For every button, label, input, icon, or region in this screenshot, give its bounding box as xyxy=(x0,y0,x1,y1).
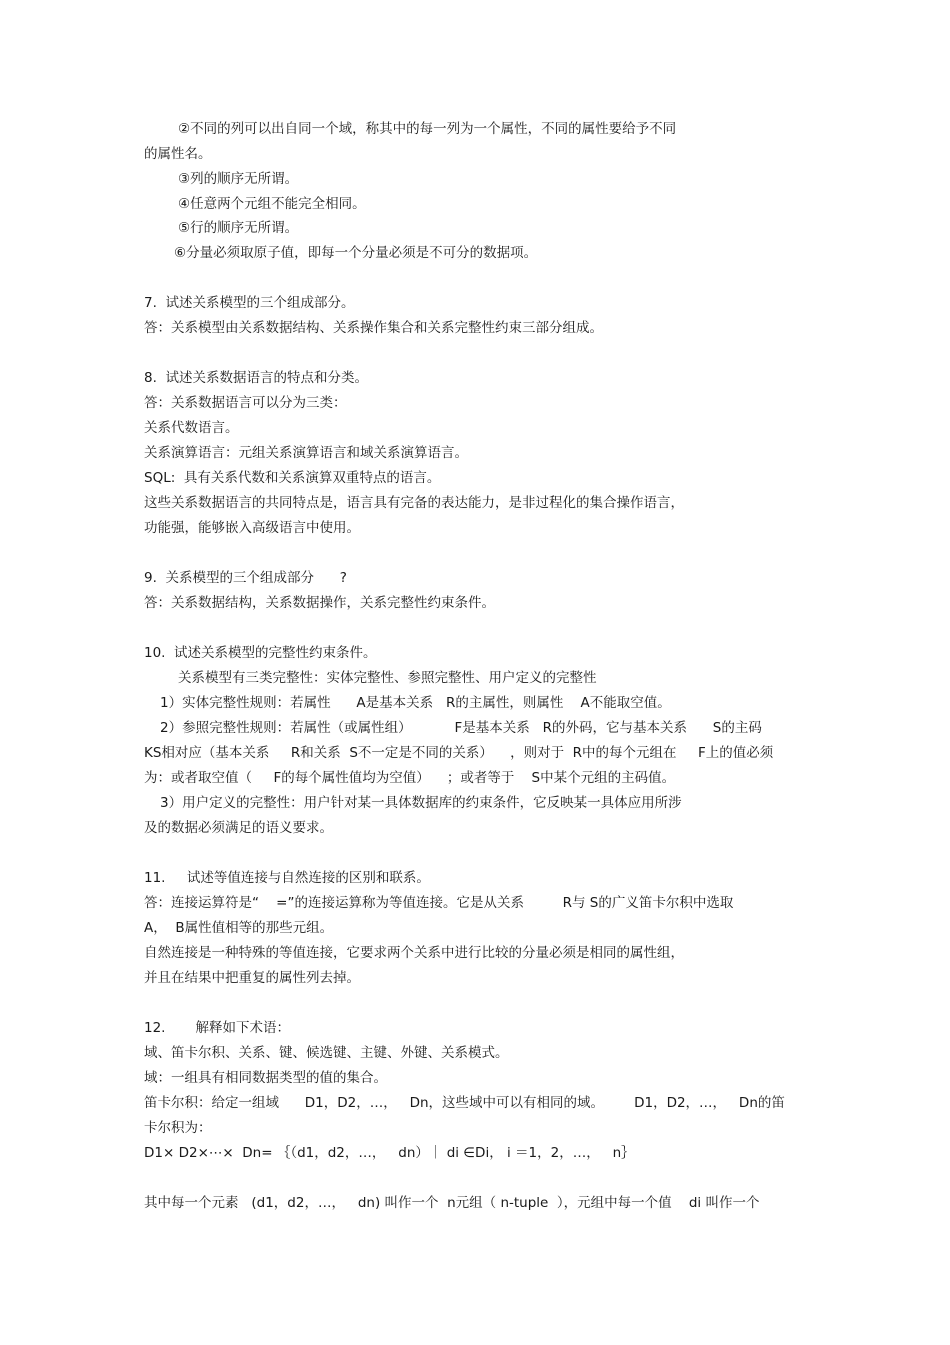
text-line: ⑥分量必须取原子值，即每一个分量必须是不可分的数据项。 xyxy=(174,245,538,261)
text-line: 卡尔积为： xyxy=(144,1120,212,1136)
text-line: ②不同的列可以出自同一个域，称其中的每一列为一个属性，不同的属性要给予不同 xyxy=(178,121,677,137)
question-heading: 11. 试述等值连接与自然连接的区别和联系。 xyxy=(144,870,430,886)
text-line: 其中每一个元素 (d1，d2，…， dn) 叫作一个 n元组（ n-tuple ），元组中每一个值 di 叫作一个 xyxy=(144,1195,760,1211)
text-line: 自然连接是一种特殊的等值连接，它要求两个关系中进行比较的分量必须是相同的属性组， xyxy=(144,945,684,961)
text-line: 并且在结果中把重复的属性列去掉。 xyxy=(144,970,360,986)
text-line: 的属性名。 xyxy=(144,146,212,162)
text-line: ③列的顺序无所谓。 xyxy=(178,171,299,187)
text-line: ⑤行的顺序无所谓。 xyxy=(178,220,299,236)
text-line: 笛卡尔积：给定一组域 D1，D2，…， Dn，这些域中可以有相同的域。 D1，D2，…， Dn的笛 xyxy=(144,1095,785,1111)
text-line: 及的数据必须满足的语义要求。 xyxy=(144,820,333,836)
text-line: 关系模型有三类完整性：实体完整性、参照完整性、用户定义的完整性 xyxy=(178,670,597,686)
question-heading: 8. 试述关系数据语言的特点和分类。 xyxy=(144,370,368,386)
question-heading: 12. 解释如下术语： xyxy=(144,1020,291,1036)
text-line: 答：连接运算符是“ =”的连接运算称为等值连接。它是从关系 R与 S的广义笛卡尔积中选取 xyxy=(144,895,734,911)
text-line: 这些关系数据语言的共同特点是，语言具有完备的表达能力，是非过程化的集合操作语言， xyxy=(144,495,684,511)
question-heading: 9. 关系模型的三个组成部分 ? xyxy=(144,570,347,586)
text-line: 域：一组具有相同数据类型的值的集合。 xyxy=(144,1070,387,1086)
text-line: 域、笛卡尔积、关系、键、候选键、主键、外键、关系模式。 xyxy=(144,1045,509,1061)
text-line: ④任意两个元组不能完全相同。 xyxy=(178,196,366,212)
text-line: 1）实体完整性规则：若属性 A是基本关系 R的主属性，则属性 A不能取空值。 xyxy=(160,695,671,711)
text-line: 3）用户定义的完整性：用户针对某一具体数据库的约束条件，它反映某一具体应用所涉 xyxy=(160,795,682,811)
text-line: A， B属性值相等的那些元组。 xyxy=(144,920,334,936)
text-line: 关系代数语言。 xyxy=(144,420,239,436)
text-line: SQL: 具有关系代数和关系演算双重特点的语言。 xyxy=(144,470,441,486)
text-line: 关系演算语言：元组关系演算语言和域关系演算语言。 xyxy=(144,445,468,461)
question-heading: 7. 试述关系模型的三个组成部分。 xyxy=(144,295,355,311)
text-line: 2）参照完整性规则：若属性（或属性组） F是基本关系 R的外码，它与基本关系 S的主码 xyxy=(160,720,762,736)
text-line: 为：或者取空值（ F的每个属性值均为空值） ；或者等于 S中某个元组的主码值。 xyxy=(144,770,676,786)
formula-line: D1× D2×⋯× Dn= ｛（d1，d2，…， dn）｜ di ∈Di， i ＝1，2，…， n｝ xyxy=(144,1145,635,1161)
text-line: KS相对应（基本关系 R和关系 S不一定是不同的关系） ，则对于 R中的每个元组在 F上的值必须 xyxy=(144,745,774,761)
text-line: 答：关系模型由关系数据结构、关系操作集合和关系完整性约束三部分组成。 xyxy=(144,320,603,336)
question-heading: 10. 试述关系模型的完整性约束条件。 xyxy=(144,645,377,661)
text-line: 答：关系数据结构，关系数据操作，关系完整性约束条件。 xyxy=(144,595,495,611)
text-line: 功能强，能够嵌入高级语言中使用。 xyxy=(144,520,360,536)
text-line: 答：关系数据语言可以分为三类： xyxy=(144,395,347,411)
